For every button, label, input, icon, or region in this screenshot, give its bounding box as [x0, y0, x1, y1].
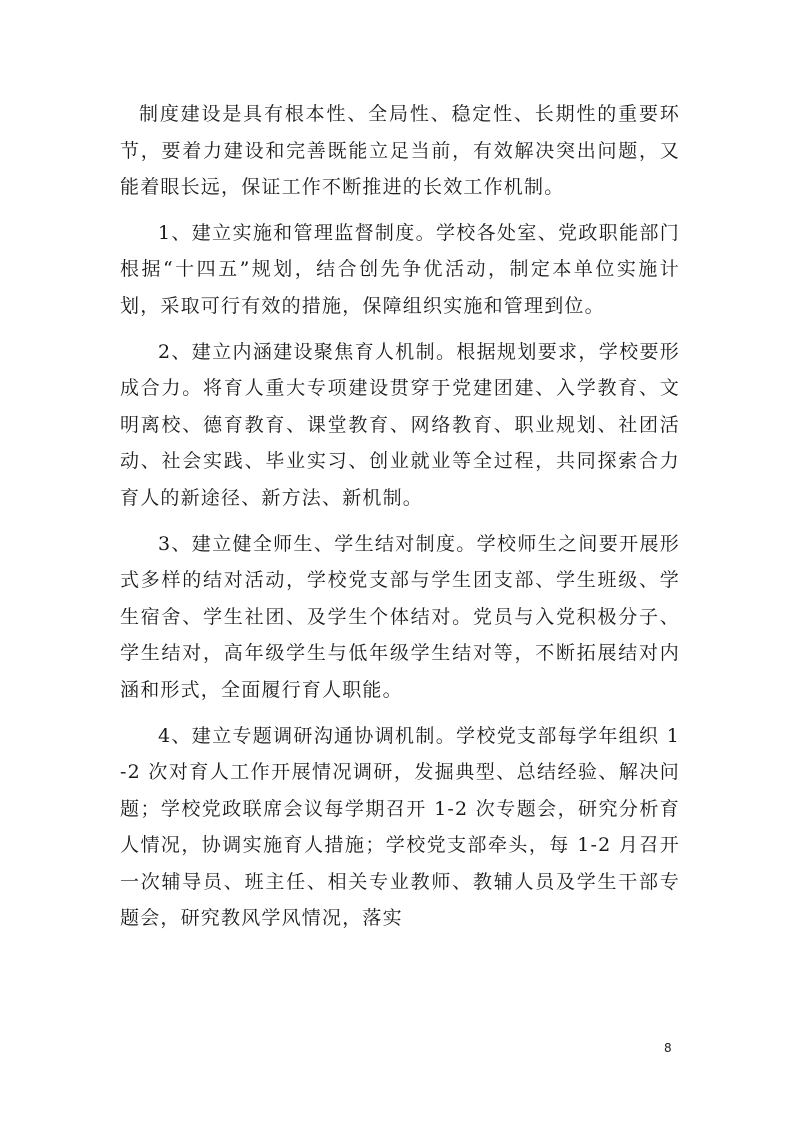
paragraph-intro: 制度建设是具有根本性、全局性、稳定性、长期性的重要环节，要着力建设和完善既能立足当前，有效解决突出问题，又能着眼长远，保证工作不断推进的长效工作机制。: [120, 103, 680, 199]
paragraph-item-2: 2、建立内涵建设聚焦育人机制。根据规划要求，学校要形成合力。将育人重大专项建设贯穿于党建团建、入学教育、文明离校、德育教育、课堂教育、网络教育、职业规划、社团活动、社会实践、毕业实习、创业就业等全过程，共同探索合力育人的新途径、新方法、新机制。: [120, 340, 680, 509]
document-body: [120, 96, 680, 946]
page-number: 8: [664, 1041, 672, 1055]
paragraph-item-1: 1、建立实施和管理监督制度。学校各处室、党政职能部门根据“十四五”规划，结合创先争优活动，制定本单位实施计划，采取可行有效的措施，保障组织实施和管理到位。: [120, 221, 680, 317]
paragraph-item-3: 3、建立健全师生、学生结对制度。学校师生之间要开展形式多样的结对活动，学校党支部与学生团支部、学生班级、学生宿舍、学生社团、及学生个体结对。党员与入党积极分子、学生结对，高年级学生与低年级学生结对等，不断拓展结对内涵和形式，全面履行育人职能。: [120, 532, 680, 701]
paragraph-item-4: 4、建立专题调研沟通协调机制。学校党支部每学年组织 1-2 次对育人工作开展情况调研，发掘典型、总结经验、解决问题；学校党政联席会议每学期召开 1-2 次专题会，研究分析育人情况，协调实施育人措施；学校党支部牵头，每 1-2 月召开一次辅导员、班主任、相关专业教师、教辅人员及学生干部专题会，研究教风学风情况，落实: [120, 724, 680, 930]
